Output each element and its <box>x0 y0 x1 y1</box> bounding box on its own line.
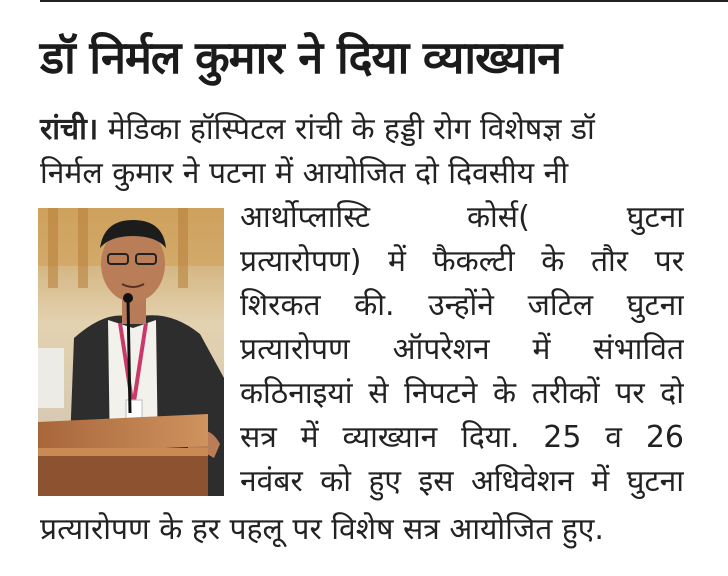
top-rule <box>40 0 728 10</box>
body-line-1-text: मेडिका हॉस्पिटल रांची के हड्डी रोग विशेषज्ञ डॉ <box>107 112 595 147</box>
body-line-8: सत्र में व्याख्यान दिया. 25 व 26 <box>240 420 684 455</box>
body-line-6: प्रत्यारोपण ऑपरेशन में संभावित <box>240 332 684 367</box>
body-line-10: प्रत्यारोपण के हर पहलू पर विशेष सत्र आयोजित हुए. <box>40 512 604 547</box>
body-line-7: कठिनाइयां से निपटने के तरीकों पर दो <box>240 376 684 411</box>
body-line-1 <box>40 110 595 150</box>
headline: डॉ निर्मल कुमार ने दिया व्याख्यान <box>40 31 562 84</box>
dateline: रांची। <box>40 112 99 147</box>
speaker-photo-illustration <box>38 208 224 496</box>
speaker-photo <box>38 208 224 496</box>
body-line-5: शिरकत की. उन्होंने जटिल घुटना <box>240 288 684 323</box>
body-line-9: नवंबर को हुए इस अधिवेशन में घुटना <box>240 464 684 499</box>
body-line-2: निर्मल कुमार ने पटना में आयोजित दो दिवसीय नी <box>40 156 569 191</box>
body-line-3: आर्थोप्लास्टि कोर्स( घुटना <box>240 200 684 235</box>
body-line-4: प्रत्यारोपण) में फैकल्टी के तौर पर <box>240 244 684 279</box>
